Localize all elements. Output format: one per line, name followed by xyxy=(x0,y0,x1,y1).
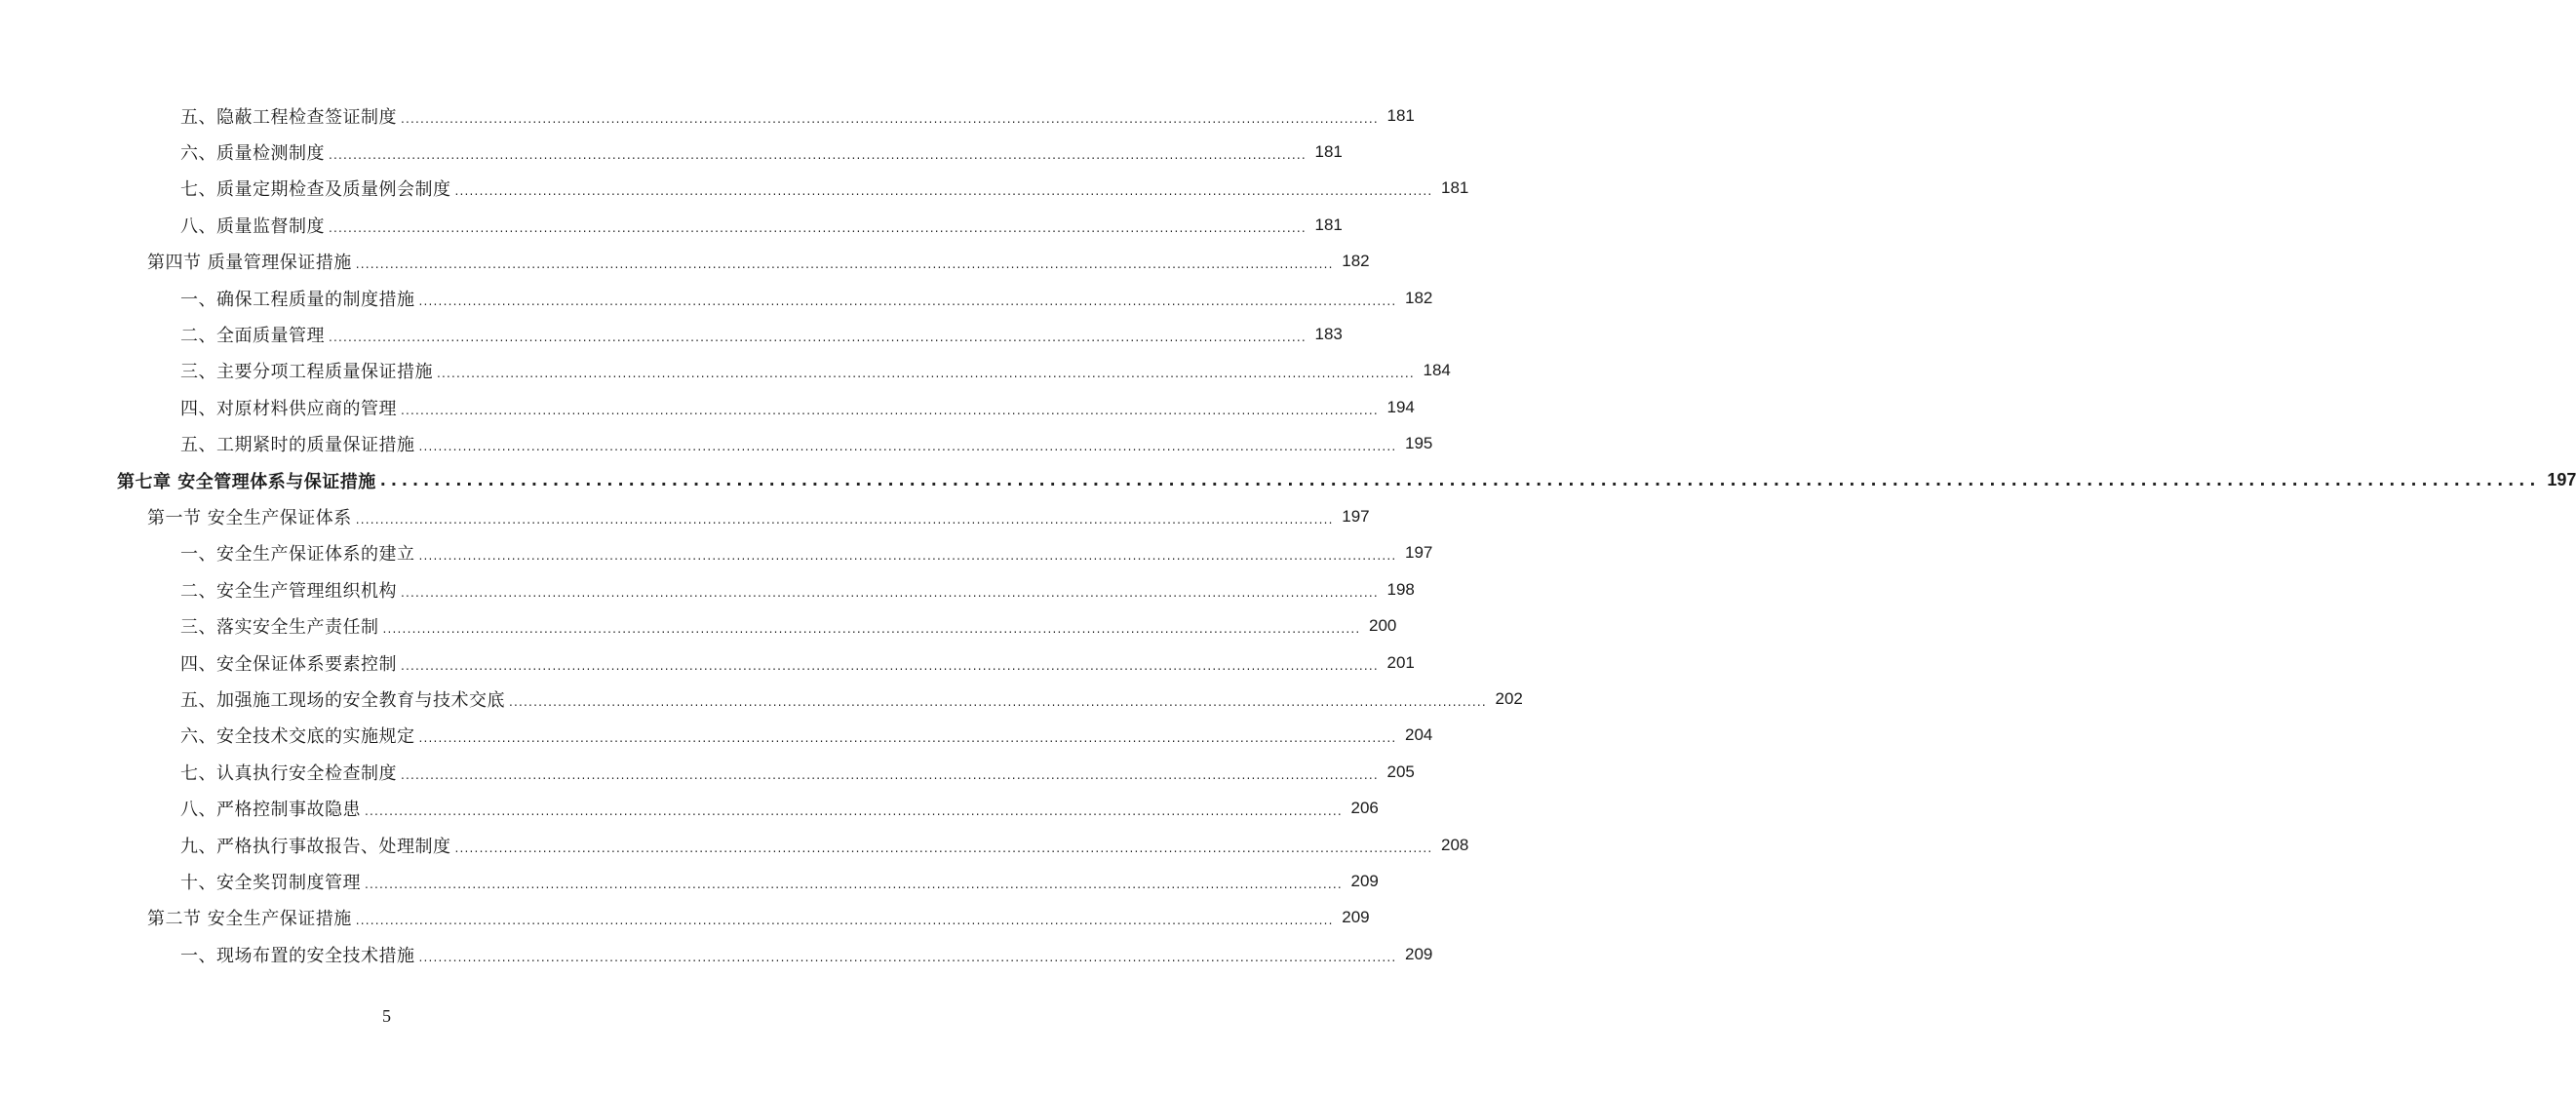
toc-leader-dots: ........................................................................................................................................................................................................ xyxy=(418,293,1397,308)
toc-entry-title: 三、落实安全生产责任制 xyxy=(180,617,379,639)
toc-entry-title: 六、安全技术交底的实施规定 xyxy=(180,726,415,748)
toc-entry-title: 第四节 质量管理保证措施 xyxy=(147,253,352,274)
toc-leader-dots: ........................................................................................................................................................................................................ xyxy=(509,694,1487,709)
page-number: 5 xyxy=(382,1006,391,1026)
toc-entry-title: 十、安全奖罚制度管理 xyxy=(180,872,361,893)
toc-entry-page: 181 xyxy=(1314,142,1343,162)
toc-entry-page: 197 xyxy=(1342,506,1370,526)
toc-entry-page: 208 xyxy=(1441,835,1469,854)
toc-entry-page: 209 xyxy=(1350,871,1379,890)
toc-entry-title: 一、安全生产保证体系的建立 xyxy=(180,544,415,566)
toc-entry-page: 182 xyxy=(1405,288,1433,307)
toc-entry-page: 181 xyxy=(1441,178,1469,198)
toc-entry-page: 205 xyxy=(1386,762,1415,781)
toc-leader-dots: ........................................................................................................................................................................................................ xyxy=(401,403,1379,417)
toc-entry-title: 一、现场布置的安全技术措施 xyxy=(180,945,415,966)
toc-leader-dots: ........................................................................................................................................................................................................ xyxy=(418,440,1397,454)
toc-leader-dots: ........................................................................................................................................................................................................ xyxy=(418,950,1397,964)
toc-entry-title: 八、质量监督制度 xyxy=(180,215,325,237)
toc-entry-page: 198 xyxy=(1386,579,1415,599)
toc-item-row[interactable] xyxy=(0,571,1415,607)
toc-entry-title: 第二节 安全生产保证措施 xyxy=(147,909,352,930)
toc-item-row[interactable] xyxy=(0,280,1433,316)
toc-leader-dots: ........................................................................................................................................................................................................ xyxy=(329,220,1307,235)
toc-leader-dots: ........................................................................................................................................................................................................ xyxy=(365,877,1343,891)
toc-leader-dots: ........................................................................................................................................................................................................ xyxy=(401,111,1379,126)
toc-entry-title: 九、严格执行事故报告、处理制度 xyxy=(180,836,451,857)
toc-item-row[interactable] xyxy=(0,790,1379,826)
table-of-contents xyxy=(0,98,2576,972)
toc-entry-title: 二、安全生产管理组织机构 xyxy=(180,580,397,602)
toc-entry-title: 一、确保工程质量的制度措施 xyxy=(180,289,415,310)
toc-entry-title: 二、全面质量管理 xyxy=(180,326,325,347)
toc-item-row[interactable] xyxy=(0,353,1451,389)
toc-leader-dots: ........................................................................................................................................................................................................ xyxy=(355,257,1334,272)
toc-entry-page: 195 xyxy=(1405,434,1433,453)
toc-leader-dots: ........................................................................................................................................................................................................ xyxy=(418,731,1397,746)
toc-entry-page: 201 xyxy=(1386,652,1415,672)
toc-entry-page: 181 xyxy=(1386,105,1415,125)
toc-entry-page: 202 xyxy=(1495,688,1523,708)
toc-item-row[interactable] xyxy=(0,389,1415,425)
toc-leader-dots: ........................................................................................................................................................................................................ xyxy=(382,622,1361,637)
toc-item-row[interactable] xyxy=(0,316,1343,352)
toc-leader-dots: ........................................................................................................................................................................................................ xyxy=(437,367,1415,381)
toc-entry-title: 八、严格控制事故隐患 xyxy=(180,800,361,821)
toc-entry-page: 204 xyxy=(1405,725,1433,745)
toc-leader-dots: ........................................................................................................................................................................................................ xyxy=(329,148,1307,163)
toc-leader-dots: ........................................................................................................................................................................................................ xyxy=(454,184,1433,199)
toc-section-row[interactable] xyxy=(0,244,1370,280)
toc-entry-page: 197 xyxy=(1405,543,1433,563)
toc-leader-dots: ........................................................................................................................................................................................................ xyxy=(379,471,2541,490)
toc-leader-dots: ........................................................................................................................................................................................................ xyxy=(355,914,1334,928)
toc-entry-page: 209 xyxy=(1342,908,1370,927)
toc-leader-dots: ........................................................................................................................................................................................................ xyxy=(365,804,1343,819)
toc-entry-title: 七、质量定期检查及质量例会制度 xyxy=(180,179,451,201)
toc-leader-dots: ........................................................................................................................................................................................................ xyxy=(418,549,1397,564)
toc-item-row[interactable] xyxy=(0,645,1415,681)
toc-item-row[interactable] xyxy=(0,134,1343,170)
toc-entry-title: 七、认真执行安全检查制度 xyxy=(180,762,397,784)
toc-item-row[interactable] xyxy=(0,171,1469,207)
toc-entry-page: 182 xyxy=(1342,252,1370,271)
toc-entry-page: 181 xyxy=(1314,215,1343,234)
toc-entry-page: 194 xyxy=(1386,397,1415,416)
toc-item-row[interactable] xyxy=(0,936,1433,972)
toc-leader-dots: ........................................................................................................................................................................................................ xyxy=(401,658,1379,673)
toc-item-row[interactable] xyxy=(0,207,1343,243)
toc-leader-dots: ........................................................................................................................................................................................................ xyxy=(401,585,1379,600)
toc-entry-page: 209 xyxy=(1405,944,1433,963)
toc-entry-title: 四、对原材料供应商的管理 xyxy=(180,398,397,419)
toc-item-row[interactable] xyxy=(0,98,1415,134)
toc-entry-title: 五、加强施工现场的安全教育与技术交底 xyxy=(180,689,505,711)
toc-entry-page: 183 xyxy=(1314,325,1343,344)
toc-entry-title: 第一节 安全生产保证体系 xyxy=(147,507,352,528)
toc-item-row[interactable] xyxy=(0,863,1379,899)
toc-item-row[interactable] xyxy=(0,827,1469,863)
toc-entry-title: 三、主要分项工程质量保证措施 xyxy=(180,362,433,383)
toc-entry-title: 六、质量检测制度 xyxy=(180,143,325,165)
toc-section-row[interactable] xyxy=(0,900,1370,936)
toc-leader-dots: ........................................................................................................................................................................................................ xyxy=(355,512,1334,527)
toc-item-row[interactable] xyxy=(0,426,1433,462)
toc-item-row[interactable] xyxy=(0,607,1397,644)
toc-entry-title: 五、隐蔽工程检查签证制度 xyxy=(180,106,397,128)
toc-leader-dots: ........................................................................................................................................................................................................ xyxy=(329,331,1307,345)
toc-leader-dots: ........................................................................................................................................................................................................ xyxy=(401,767,1379,782)
toc-item-row[interactable] xyxy=(0,681,1523,717)
toc-chapter-row[interactable] xyxy=(0,462,2576,498)
toc-leader-dots: ........................................................................................................................................................................................................ xyxy=(454,840,1433,855)
toc-entry-title: 五、工期紧时的质量保证措施 xyxy=(180,435,415,456)
toc-item-row[interactable] xyxy=(0,535,1433,571)
toc-section-row[interactable] xyxy=(0,498,1370,534)
toc-entry-title: 第七章 安全管理体系与保证措施 xyxy=(117,471,376,492)
toc-entry-page: 197 xyxy=(2547,470,2576,490)
toc-entry-page: 200 xyxy=(1369,616,1397,636)
toc-item-row[interactable] xyxy=(0,754,1415,790)
toc-item-row[interactable] xyxy=(0,718,1433,754)
toc-entry-page: 206 xyxy=(1350,799,1379,818)
toc-entry-page: 184 xyxy=(1423,361,1451,380)
toc-entry-title: 四、安全保证体系要素控制 xyxy=(180,653,397,675)
